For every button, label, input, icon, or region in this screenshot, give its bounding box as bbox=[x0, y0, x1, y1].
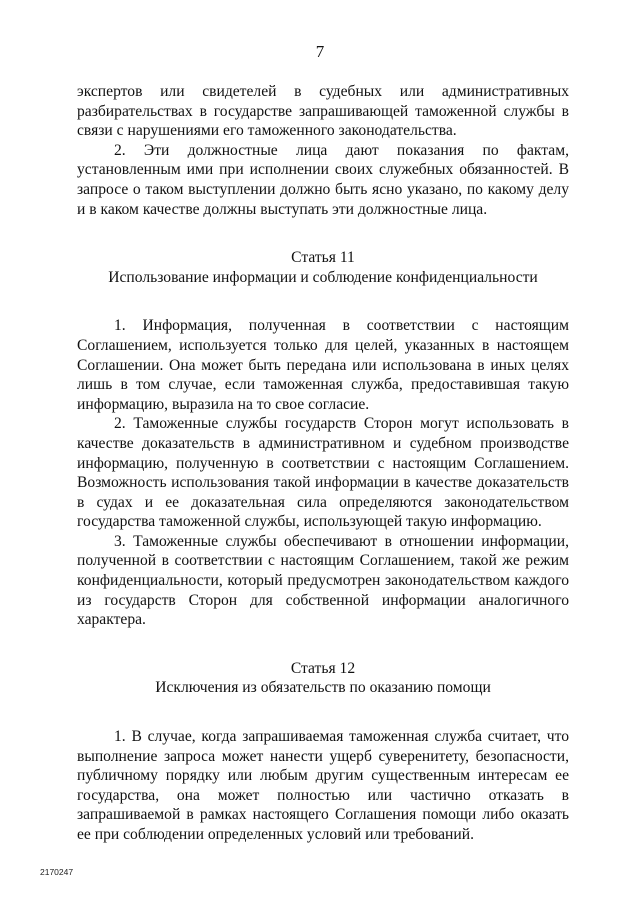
article-11-paragraph-1: 1. Информация, полученная в соответствии с настоящим Соглашением, используется только для целей, указанных в настоящем Соглашении. Она может быть передана или использована в иных целях лишь в том случае, если таможенная служба, предоставившая такую информацию, выразила на то свое согласие. bbox=[77, 317, 569, 413]
document-code: 2170247 bbox=[40, 867, 74, 877]
spacer bbox=[77, 698, 569, 727]
article-12-title: Исключения из обязательств по оказанию помощи bbox=[155, 679, 491, 697]
article-12-paragraph-1: 1. В случае, когда запрашиваемая таможенная служба считает, что выполнение запроса может нанести ущерб суверенитету, безопасности, публичному порядку или любым другим существенным интересам ее государства, она может полностью или частично отказать в запрашиваемой в рамках настоящего Соглашения помощи либо оказать ее при соблюдении определенных условий или требований. bbox=[77, 728, 569, 843]
paragraph-2: 2. Эти должностные лица дают показания по фактам, установленным ими при исполнении своих служебных обязанностей. В запросе о таком выступлении должно быть ясно указано, по какому делу и в каком качестве должны выступать эти должностные лица. bbox=[77, 141, 569, 218]
document-body bbox=[77, 82, 569, 845]
spacer bbox=[77, 630, 569, 659]
page-number: 7 bbox=[315, 42, 325, 61]
spacer bbox=[77, 287, 569, 316]
article-11-heading: Статья 11 bbox=[291, 249, 355, 267]
spacer bbox=[77, 219, 569, 248]
article-12-heading: Статья 12 bbox=[290, 659, 356, 677]
article-11-title: Использование информации и соблюдение конфиденциальности bbox=[108, 268, 538, 286]
article-11-paragraph-2: 2. Таможенные службы государств Сторон могут использовать в качестве доказательств в административном и судебном производстве информацию, полученную в соответствии с настоящим Соглашением. Возможность использования такой информации в качестве доказательств в судах и ее доказательная сила определяются законодательством государства таможенной службы, использующей такую информацию. bbox=[77, 415, 569, 531]
paragraph-continuation: экспертов или свидетелей в судебных или административных разбирательствах в государстве запрашивающей таможенной службы в связи с нарушениями его таможенного законодательства. bbox=[77, 83, 569, 140]
article-11-paragraph-3: 3. Таможенные службы обеспечивают в отношении информации, полученной в соответствии с настоящим Соглашением, такой же режим конфиденциальности, который предусмотрен законодательством каждого из государств Сторон для собственной информации аналогичного характера. bbox=[77, 532, 569, 629]
